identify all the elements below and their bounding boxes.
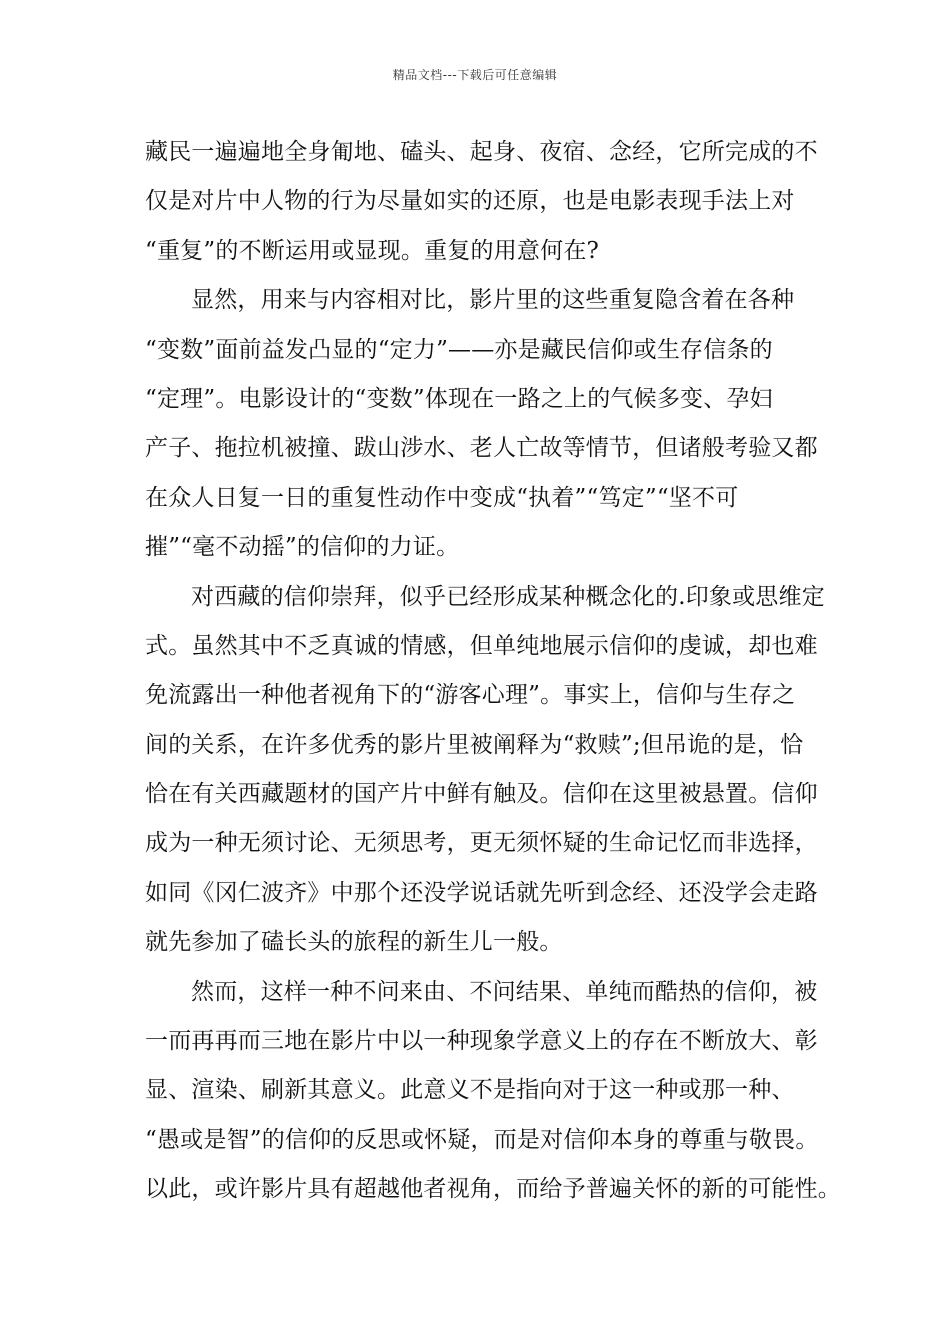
text-line: 藏民一遍遍地全身匍地、磕头、起身、夜宿、念经，它所完成的不 (145, 139, 818, 165)
text-line: 间的关系，在许多优秀的影片里被阐释为“救赎”;但吊诡的是，恰 (145, 731, 804, 758)
text-line: 以此，或许影片具有超越他者视角，而给予普遍关怀的新的可能性。 (145, 1176, 841, 1203)
text-line: 恰在有关西藏题材的国产片中鲜有触及。信仰在这里被悬置。信仰 (145, 781, 818, 808)
paragraph-3 (145, 573, 825, 968)
paragraph-4 (145, 968, 841, 1215)
text-line: “重复”的不断运用或显现。重复的用意何在? (145, 237, 600, 264)
text-line: 对西藏的信仰崇拜，似乎已经形成某种概念化的.印象或思维定 (191, 583, 825, 610)
text-line: 在众人日复一日的重复性动作中变成“执着”“笃定”“坚不可 (145, 484, 739, 511)
text-line: 式。虽然其中不乏真诚的情感，但单纯地展示信仰的虔诚，却也难 (145, 632, 818, 659)
text-line: 摧”“毫不动摇”的信仰的力证。 (145, 534, 460, 561)
paragraph-1 (145, 128, 820, 276)
text-line: “定理”。电影设计的“变数”体现在一路之上的气候多变、孕妇 (145, 385, 773, 412)
text-line: 显、渲染、刷新其意义。此意义不是指向对于这一种或那一种、 (145, 1077, 795, 1104)
text-line: 然而，这样一种不问来由、不问结果、单纯而酷热的信仰，被 (191, 978, 818, 1005)
page-header: 精品文档---下载后可任意编辑 (392, 68, 558, 82)
paragraph-2 (145, 276, 820, 572)
text-line: 就先参加了磕长头的旅程的新生儿一般。 (145, 929, 563, 956)
text-line: 免流露出一种他者视角下的“游客心理”。事实上，信仰与生存之 (145, 682, 796, 709)
text-line: 成为一种无须讨论、无须思考，更无须怀疑的生命记忆而非选择， (145, 830, 818, 857)
text-line: 显然，用来与内容相对比，影片里的这些重复隐含着在各种 (191, 287, 795, 314)
text-line: “变数”面前益发凸显的“定力”——亦是藏民信仰或生存信条的 (145, 336, 773, 363)
article-body (145, 128, 841, 1215)
text-line: 产子、拖拉机被撞、跋山涉水、老人亡故等情节，但诸般考验又都 (145, 435, 818, 462)
text-line: “愚或是智”的信仰的反思或怀疑，而是对信仰本身的尊重与敬畏。 (145, 1126, 819, 1153)
text-line: 如同《冈仁波齐》中那个还没学说话就先听到念经、还没学会走路 (145, 879, 818, 906)
text-line: 一而再再而三地在影片中以一种现象学意义上的存在不断放大、彰 (145, 1028, 818, 1055)
text-line: 仅是对片中人物的行为尽量如实的还原，也是电影表现手法上对 (145, 188, 795, 215)
